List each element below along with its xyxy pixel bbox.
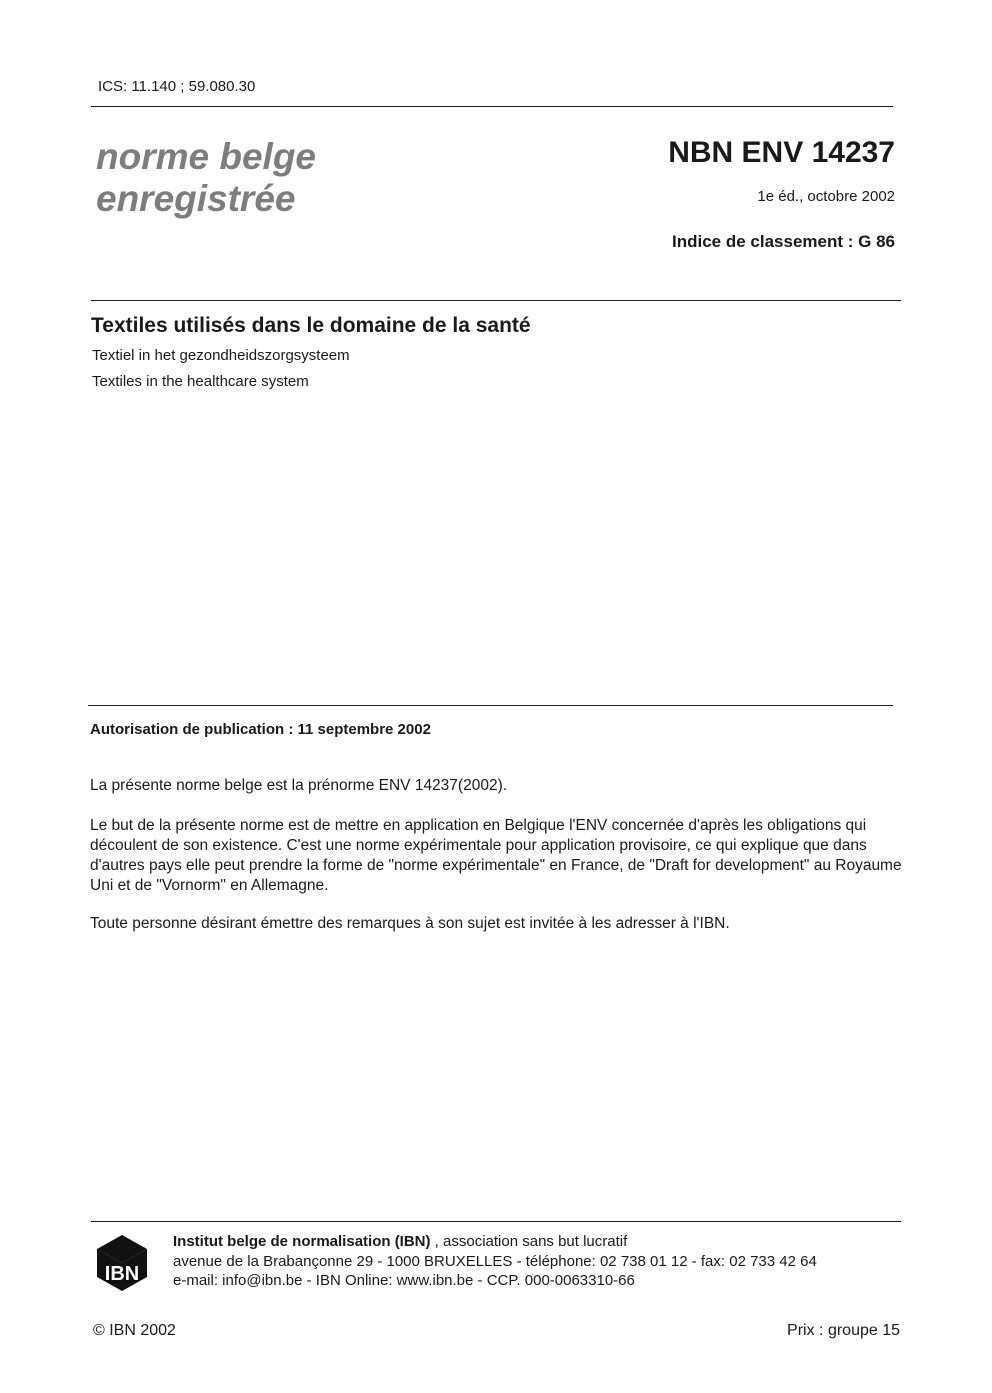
publication-authorization: Autorisation de publication : 11 septembre 2002 <box>90 721 431 738</box>
brand-line-1: norme belge <box>96 136 316 177</box>
title-divider <box>91 300 901 301</box>
ics-code: ICS: 11.140 ; 59.080.30 <box>98 78 256 95</box>
footer-divider <box>91 1221 901 1222</box>
paragraph-3: Toute personne désirant émettre des remarques à son sujet est invitée à les adresser à l'IBN. <box>90 915 730 932</box>
org-address: avenue de la Brabançonne 29 - 1000 BRUXELLES - téléphone: 02 738 01 12 - fax: 02 733 42 64 <box>173 1253 817 1270</box>
header-divider-top <box>91 106 893 107</box>
body-divider <box>88 705 893 706</box>
edition-date: 1e éd., octobre 2002 <box>757 188 895 205</box>
price-group: Prix : groupe 15 <box>787 1322 900 1339</box>
title-dutch: Textiel in het gezondheidszorgsysteem <box>92 347 350 364</box>
org-type: , association sans but lucratif <box>430 1233 628 1250</box>
classification-index: Indice de classement : G 86 <box>672 232 895 251</box>
copyright: © IBN 2002 <box>93 1322 176 1339</box>
logo-text: IBN <box>104 1263 140 1285</box>
brand-line-2: enregistrée <box>96 178 296 219</box>
ibn-logo-icon <box>96 1234 148 1292</box>
title-english: Textiles in the healthcare system <box>92 373 309 390</box>
org-name: Institut belge de normalisation (IBN) <box>173 1233 431 1250</box>
title-french: Textiles utilisés dans le domaine de la santé <box>91 314 531 337</box>
org-line <box>173 1233 627 1250</box>
paragraph-2: Le but de la présente norme est de mettre en application en Belgique l'ENV concernée d'après les obligations qui découlent de son existence. C'est une norme expérimentale pour application provisoire, ce qui explique que dans d'autres pays elle peut prendre la forme de "norme expérimentale" en France, de "Draft for development" au Royaume Uni et de "Vornorm" en Allemagne. <box>90 817 902 894</box>
org-contact: e-mail: info@ibn.be - IBN Online: www.ibn.be - CCP. 000-0063310-66 <box>173 1272 635 1289</box>
brand-title <box>96 136 316 220</box>
paragraph-1: La présente norme belge est la prénorme ENV 14237(2002). <box>90 777 508 794</box>
standard-number: NBN ENV 14237 <box>668 136 895 169</box>
